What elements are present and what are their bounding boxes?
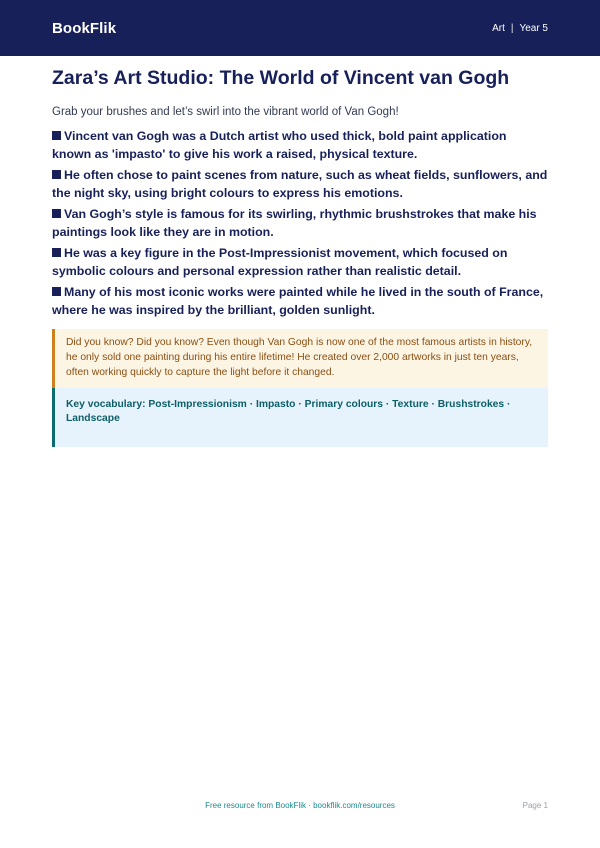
square-bullet-icon (52, 170, 61, 179)
square-bullet-icon (52, 209, 61, 218)
fact-text: Many of his most iconic works were painted while he lived in the south of France, where he was inspired by the brilliant, golden sunlight. (52, 285, 544, 317)
square-bullet-icon (52, 248, 61, 257)
fact-text: Van Gogh’s style is famous for its swirling, rhythmic brushstrokes that make his paintings look like they are in motion. (52, 207, 537, 239)
fact-text: He often chose to paint scenes from nature, such as wheat fields, sunflowers, and the night sky, using bright colours to express his emotions. (52, 168, 548, 200)
fact-item (52, 206, 548, 241)
worksheet-content (0, 56, 600, 447)
footer-resource-link[interactable]: Free resource from BookFlik · bookflik.com/resources (205, 801, 395, 810)
square-bullet-icon (52, 287, 61, 296)
subject-label: Art (492, 22, 505, 34)
brand-logo[interactable]: BookFlik (52, 19, 117, 37)
meta-separator: | (510, 22, 514, 34)
subject-year-meta (492, 23, 548, 34)
did-you-know-callout: Did you know? Did you know? Even though Van Gogh is now one of the most famous artists in history, he only sold one painting during his entire lifetime! He created over 2,000 artworks in just ten years, often working quickly to capture the light before it changed. (52, 329, 548, 388)
fact-item (52, 245, 548, 280)
key-vocabulary-box: Key vocabulary: Post-Impressionism · Impasto · Primary colours · Texture · Brushstrokes · Landscape (52, 388, 548, 447)
fact-item (52, 284, 548, 319)
fact-text: Vincent van Gogh was a Dutch artist who used thick, bold paint application known as 'impasto' to give his work a raised, physical texture. (52, 129, 507, 161)
fact-text: He was a key figure in the Post-Impressionist movement, which focused on symbolic colours and personal expression rather than realistic detail. (52, 246, 508, 278)
year-label: Year 5 (519, 22, 548, 34)
page-number: Page 1 (522, 801, 548, 810)
fact-list (52, 128, 548, 319)
top-bar (0, 0, 600, 56)
square-bullet-icon (52, 131, 61, 140)
fact-item (52, 167, 548, 202)
fact-item (52, 128, 548, 163)
intro-text: Grab your brushes and let’s swirl into the vibrant world of Van Gogh! (52, 106, 399, 118)
page-footer (0, 801, 600, 815)
page-title: Zara’s Art Studio: The World of Vincent van Gogh (52, 67, 510, 89)
